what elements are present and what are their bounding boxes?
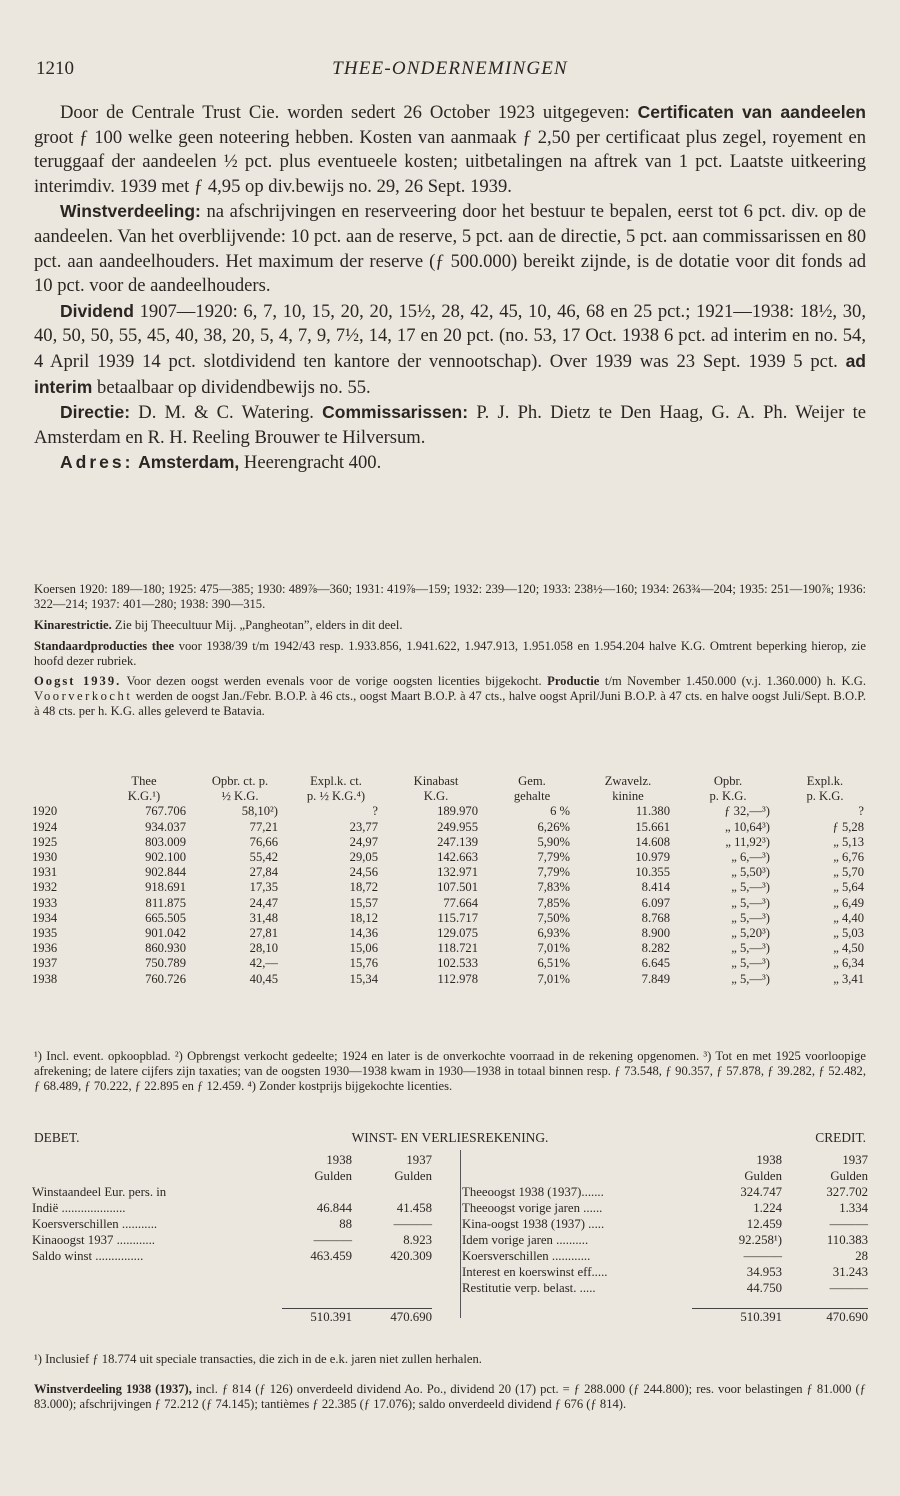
stat-cell: 811.875 <box>145 895 186 910</box>
stat-cell: ? <box>372 804 378 819</box>
stat-column-header: Opbr. ct. p. ½ K.G. <box>211 774 269 804</box>
stat-cell: „ 10,64³) <box>724 819 770 834</box>
total-value: 510.391 <box>282 1308 352 1325</box>
credit-value: 110.383 <box>826 1233 868 1247</box>
stat-cell: 112.978 <box>437 971 478 986</box>
stat-row <box>32 911 872 926</box>
unit-header: Gulden <box>744 1169 782 1183</box>
quotes-section <box>34 582 866 720</box>
account-cell <box>432 1200 462 1216</box>
stat-cell: 14,36 <box>349 926 378 941</box>
stat-cell: 6,26% <box>537 819 570 834</box>
debit-item: Kinaoogst 1937 ............ <box>32 1233 155 1247</box>
debit-value: 420.309 <box>390 1249 432 1263</box>
credit-heading: CREDIT. <box>815 1130 866 1145</box>
total-value: 510.391 <box>692 1308 782 1325</box>
stat-cell: 1937 <box>32 956 58 971</box>
standard-productions: Standaardproducties thee voor 1938/39 t/m 1942/43 resp. 1.933.856, 1.941.622, 1.947.913, 1.951.058 en 1.954.204 halve K.G. Omtrent beperking hierop, zie hoofd dezer rubriek. <box>34 638 866 668</box>
debit-value: ——— <box>393 1217 432 1231</box>
account-row <box>32 1216 868 1232</box>
stat-cell: „ 5,—³) <box>731 895 770 910</box>
stat-cell: 7,79% <box>537 865 570 880</box>
stat-cell: 7,83% <box>537 880 570 895</box>
debit-value: 46.844 <box>316 1201 352 1215</box>
account-row <box>32 1264 868 1280</box>
profit-distribution-label: Winstverdeeling: <box>60 201 201 222</box>
account-cell <box>462 1308 692 1325</box>
credit-value: 327.702 <box>826 1185 868 1199</box>
stat-cell: 132.971 <box>437 865 478 880</box>
stat-cell: 142.663 <box>437 850 478 865</box>
harvest-paragraph: Oogst 1939. Voor dezen oogst werden evenals voor de vorige oogsten licenties bijgekocht. Productie t/m November 1.450.000 (v.j. 1.360.000) h. K.G. Voorverkocht werden de oogst Jan./Febr. B.O.P. à 46 cts., oogst Maart B.O.P. à 47 cts., halve oogst April/Juni B.O.P. à 47 cts. en halve oogst Juli/Sept. B.O.P. à 48 cts. per h. K.G. alles geleverd te Batavia. <box>34 674 866 719</box>
stat-cell: „ 5,—³) <box>731 880 770 895</box>
stat-column-header: Thee K.G.¹) <box>127 774 161 804</box>
stat-cell: 15.661 <box>635 819 670 834</box>
unit-header: Gulden <box>830 1169 868 1183</box>
stat-cell: „ 4,50 <box>833 941 864 956</box>
stat-cell: „ 5,50³) <box>731 865 770 880</box>
quotes-text: Koersen 1920: 189—180; 1925: 475—385; 1930: 489⅞—360; 1931: 419⅞—159; 1932: 239—120; 1933: 238½—160; 1934: 263¾—204; 1935: 251—190⅞; 1936: 322—214; 1937: 401—280; 1938: 390—315. <box>34 582 866 612</box>
stat-cell: 7,50% <box>537 910 570 925</box>
stat-cell: 901.042 <box>145 926 186 941</box>
stat-cell: 1931 <box>32 865 58 880</box>
management-paragraph: Directie: D. M. & C. Watering. Commissarissen: P. J. Ph. Dietz te Den Haag, G. A. Ph. Weijer te Amsterdam en R. H. Reeling Brouwer te Hilversum. <box>34 402 866 448</box>
stat-cell: 7,79% <box>537 850 570 865</box>
account-cell <box>432 1308 462 1325</box>
account-cell <box>432 1280 462 1296</box>
account-cell <box>32 1296 282 1308</box>
credit-value: 1.334 <box>839 1201 868 1215</box>
stat-cell: 918.691 <box>145 880 186 895</box>
stat-cell: „ 5,—³) <box>731 971 770 986</box>
stat-row <box>32 896 872 911</box>
stat-cell: 10.355 <box>635 865 670 880</box>
stat-row <box>32 880 872 895</box>
stat-cell: 24,56 <box>349 865 378 880</box>
credit-value: ——— <box>829 1217 868 1231</box>
stat-cell: 23,77 <box>349 819 378 834</box>
stat-cell: 55,42 <box>249 850 278 865</box>
stat-cell: 10.979 <box>635 850 670 865</box>
debit-item: Saldo winst ............... <box>32 1249 144 1263</box>
stat-cell: 1935 <box>32 926 58 941</box>
account-cell <box>282 1280 352 1296</box>
kina-restriction: Kinarestrictie. Zie bij Theecultuur Mij. „Pangheotan”, elders in dit deel. <box>34 618 403 633</box>
year-header: 1937 <box>406 1153 432 1167</box>
stat-cell: 11.380 <box>635 804 670 819</box>
debit-value: 463.459 <box>310 1249 352 1263</box>
main-text <box>34 100 866 476</box>
account-cell <box>432 1184 462 1200</box>
stat-cell: „ 6,—³) <box>731 850 770 865</box>
stat-row <box>32 926 872 941</box>
stat-cell: 18,12 <box>349 910 378 925</box>
profit-loss-account <box>32 1152 868 1325</box>
stat-cell: 760.726 <box>145 971 186 986</box>
stat-cell: 77,21 <box>249 819 278 834</box>
account-cell <box>352 1264 432 1280</box>
account-cell <box>432 1216 462 1232</box>
stat-row <box>32 804 872 819</box>
debit-value: 88 <box>339 1217 352 1231</box>
account-cell <box>32 1152 282 1168</box>
credit-value: 12.459 <box>746 1217 782 1231</box>
profit-distribution-paragraph: Winstverdeeling: na afschrijvingen en reserveering door het bestuur te bepalen, eerst tot 6 pct. div. op de aandeelen. Van het overblijvende: 10 pct. aan de reserve, 5 pct. aan de directie, 5 pct. aan commissarissen en 80 pct. aan aandeelhouders. Het maximum der reserve (ƒ 500.000) bereikt zijnde, is de dotatie voor dit fonds ad 10 pct. voor de aandeelhouders. <box>34 201 866 297</box>
page-header <box>36 58 864 88</box>
stat-cell: 665.505 <box>145 910 186 925</box>
credit-item: Idem vorige jaren .......... <box>462 1233 589 1247</box>
stat-cell: 77.664 <box>443 895 478 910</box>
stat-column-header: Gem. gehalte <box>513 774 551 804</box>
stat-cell: 1934 <box>32 910 58 925</box>
credit-item: Theeoogst 1938 (1937)....... <box>462 1185 604 1199</box>
credit-value: 31.243 <box>832 1265 868 1279</box>
stat-cell: 6.097 <box>641 895 670 910</box>
stat-cell: 15,57 <box>349 895 378 910</box>
stat-cell: 31,48 <box>249 910 278 925</box>
stat-cell: 247.139 <box>437 834 478 849</box>
stat-cell: „ 11,92³) <box>725 834 770 849</box>
stat-cell: 8.768 <box>641 910 670 925</box>
stat-cell: 15,76 <box>349 956 378 971</box>
stat-cell: 7,01% <box>537 971 570 986</box>
stat-row <box>32 941 872 956</box>
stat-cell: 750.789 <box>145 956 186 971</box>
stat-cell: „ 5,—³) <box>731 956 770 971</box>
stat-row <box>32 835 872 850</box>
stat-cell: 24,97 <box>349 834 378 849</box>
credit-value: 28 <box>855 1249 868 1263</box>
commissioners-label: Commissarissen: <box>322 402 469 423</box>
account-row <box>32 1232 868 1248</box>
credit-value: ——— <box>743 1249 782 1263</box>
stat-cell: 6,93% <box>537 926 570 941</box>
debit-item: Indië .................... <box>32 1201 126 1215</box>
stat-column-header: Zwavelz. kinine <box>604 774 652 804</box>
stat-cell: 7.849 <box>641 971 670 986</box>
stat-cell: 40,45 <box>249 971 278 986</box>
account-row <box>32 1248 868 1264</box>
stat-cell: 6.645 <box>641 956 670 971</box>
stat-cell: 249.955 <box>437 819 478 834</box>
stat-cell: 14.608 <box>635 834 670 849</box>
debit-heading: DEBET. <box>34 1130 80 1145</box>
credit-value: ——— <box>829 1281 868 1295</box>
account-cell <box>282 1264 352 1280</box>
credit-value: 1.224 <box>753 1201 782 1215</box>
stat-row <box>32 820 872 835</box>
statistics-notes: ¹) Incl. event. opkoopblad. ²) Opbrengst verkocht gedeelte; 1924 en later is de onverkochte voorraad in de rekening opgenomen. ³) Tot en met 1925 voorloopige afrekening; de latere cijfers zijn taxaties; van de oogsten 1930—1938 kwam in 1930—1938 in totaal binnen resp. ƒ 73.548, ƒ 90.357, ƒ 57.878, ƒ 39.282, ƒ 52.482, ƒ 68.489, ƒ 70.222, ƒ 22.895 en ƒ 12.459. ⁴) Zonder kostprijs bijgekochte licenties. <box>34 1049 866 1094</box>
stat-cell: 24,47 <box>249 895 278 910</box>
account-footnote: ¹) Inclusief ƒ 18.774 uit speciale transacties, die zich in de e.k. jaren niet zullen herhalen. <box>34 1352 482 1366</box>
stat-column-header: Kinabast K.G. <box>413 774 459 804</box>
stat-cell: 18,72 <box>349 880 378 895</box>
stat-row <box>32 865 872 880</box>
credit-item: Koersverschillen ............ <box>462 1249 591 1263</box>
stat-column-header: Expl.k. ct. p. ½ K.G.⁴) <box>306 774 366 804</box>
stat-cell: 129.075 <box>437 926 478 941</box>
stat-cell: „ 5,20³) <box>731 926 770 941</box>
stat-cell: „ 5,64 <box>833 880 864 895</box>
account-cell <box>352 1280 432 1296</box>
statistics-table <box>32 774 872 987</box>
stat-cell: 15,06 <box>349 941 378 956</box>
stat-cell: 1932 <box>32 880 58 895</box>
stat-cell: „ 4,40 <box>833 910 864 925</box>
total-value: 470.690 <box>782 1308 868 1325</box>
stat-cell: 902.100 <box>145 850 186 865</box>
unit-header: Gulden <box>314 1169 352 1183</box>
stat-row <box>32 850 872 865</box>
debit-item: Winstaandeel Eur. pers. in <box>32 1185 167 1199</box>
stat-cell: 118.721 <box>437 941 478 956</box>
stat-cell: 934.037 <box>145 819 186 834</box>
stat-cell: ƒ 5,28 <box>832 819 864 834</box>
stat-cell: 1930 <box>32 850 58 865</box>
account-title: WINST- EN VERLIESREKENING. <box>351 1130 549 1145</box>
credit-value: 34.953 <box>746 1265 782 1279</box>
account-cell <box>432 1168 462 1184</box>
stat-cell: 1938 <box>32 971 58 986</box>
stat-cell: 1933 <box>32 895 58 910</box>
account-cell <box>32 1280 282 1296</box>
stat-cell: 107.501 <box>437 880 478 895</box>
account-cell <box>432 1248 462 1264</box>
stat-cell: 76,66 <box>249 834 278 849</box>
account-cell <box>32 1168 282 1184</box>
credit-value: 324.747 <box>740 1185 782 1199</box>
stat-cell: 767.706 <box>145 804 186 819</box>
account-row <box>32 1200 868 1216</box>
stat-column-header: Opbr. p. K.G. <box>709 774 747 804</box>
stat-cell: ? <box>858 804 864 819</box>
stat-cell: 115.717 <box>437 910 478 925</box>
stat-row <box>32 956 872 971</box>
stat-cell: 1925 <box>32 834 58 849</box>
stat-cell: 8.900 <box>641 926 670 941</box>
directie-label: Directie: <box>60 402 131 423</box>
stat-cell: „ 6,49 <box>833 895 864 910</box>
stat-cell: „ 5,—³) <box>731 941 770 956</box>
stat-cell: 189.970 <box>437 804 478 819</box>
account-row <box>32 1184 868 1200</box>
account-cell <box>432 1152 462 1168</box>
page-number: 1210 <box>36 58 74 79</box>
stat-cell: 6 % <box>550 804 570 819</box>
stat-cell: 27,81 <box>249 926 278 941</box>
stat-cell: 6,51% <box>537 956 570 971</box>
stat-cell: „ 5,—³) <box>731 910 770 925</box>
stat-cell: 8.282 <box>641 941 670 956</box>
stat-cell: 27,84 <box>249 865 278 880</box>
stat-cell: 28,10 <box>249 941 278 956</box>
stat-cell: 1924 <box>32 819 58 834</box>
certificates-label: Certificaten van aandeelen <box>637 102 866 122</box>
dividend-label: Dividend <box>60 300 134 321</box>
total-value: 470.690 <box>352 1308 432 1325</box>
address-paragraph: Adres: Amsterdam, Heerengracht 400. <box>60 452 382 474</box>
credit-item: Interest en koerswinst eff..... <box>462 1265 608 1279</box>
unit-header: Gulden <box>394 1169 432 1183</box>
stat-cell: „ 6,76 <box>833 850 864 865</box>
debit-value <box>352 1184 432 1200</box>
certificates-paragraph: Door de Centrale Trust Cie. worden sedert 26 October 1923 uitgegeven: Certificaten van aandeelen groot ƒ 100 welke geen noteering hebben. Kosten van aanmaak ƒ 2,50 per certificaat plus zegel, royement en teruggaaf der aandeelen ½ pct. plus eventueele kosten; uitbetalingen na aftrek van 1 pct. Laatste uitkeering interimdiv. 1939 met ƒ 4,95 op div.bewijs no. 29, 26 Sept. 1939. <box>34 102 866 197</box>
debit-value: ——— <box>313 1233 352 1247</box>
stat-column-header <box>32 774 94 804</box>
stat-cell: 7,85% <box>537 895 570 910</box>
stat-cell: 29,05 <box>349 850 378 865</box>
stat-cell: 102.533 <box>437 956 478 971</box>
stat-cell: 7,01% <box>537 941 570 956</box>
account-totals <box>32 1308 868 1325</box>
account-cell <box>462 1168 692 1184</box>
stat-column-header: Expl.k. p. K.G. <box>806 774 844 804</box>
stat-cell: 17,35 <box>249 880 278 895</box>
stat-cell: „ 5,70 <box>833 865 864 880</box>
address-label: Adres: <box>60 452 134 473</box>
credit-value: 92.258¹) <box>738 1233 782 1247</box>
credit-item: Kina-oogst 1938 (1937) ..... <box>462 1217 605 1231</box>
credit-item: Theeoogst vorige jaren ...... <box>462 1201 603 1215</box>
year-header: 1938 <box>326 1153 352 1167</box>
stat-cell: „ 5,13 <box>833 834 864 849</box>
debit-item: Koersverschillen ........... <box>32 1217 158 1231</box>
stat-cell: ƒ 32,—³) <box>724 804 770 819</box>
stat-cell: 803.009 <box>145 834 186 849</box>
account-cell <box>32 1308 282 1325</box>
stat-cell: 58,10²) <box>241 804 278 819</box>
credit-value: 44.750 <box>746 1281 782 1295</box>
debit-value <box>282 1184 352 1200</box>
stat-cell: 8.414 <box>641 880 670 895</box>
stat-cell: 42,— <box>249 956 278 971</box>
account-row <box>32 1280 868 1296</box>
debit-value: 8.923 <box>403 1233 432 1247</box>
year-header: 1937 <box>842 1153 868 1167</box>
account-cell <box>432 1232 462 1248</box>
stat-cell: 902.844 <box>145 865 186 880</box>
credit-item: Restitutie verp. belast. ..... <box>462 1281 596 1295</box>
stat-cell: „ 3,41 <box>833 971 864 986</box>
stat-cell: „ 6,34 <box>833 956 864 971</box>
stat-cell: „ 5,03 <box>833 926 864 941</box>
account-cell <box>32 1264 282 1280</box>
stat-cell: 1936 <box>32 941 58 956</box>
dividend-paragraph: Dividend 1907—1920: 6, 7, 10, 15, 20, 20, 15½, 28, 42, 45, 10, 46, 68 en 25 pct.; 1921—1938: 18½, 30, 40, 50, 50, 55, 45, 40, 38, 20, 5, 4, 7, 9, 7½, 14, 17 en 20 pct. (no. 53, 17 Oct. 1938 6 pct. ad interim en no. 54, 4 April 1939 14 pct. slotdividend ten kantore der vennootschap). Over 1939 was 23 Sept. 1939 5 pct. ad interim betaalbaar op dividendbewijs no. 55. <box>34 300 866 398</box>
account-cell <box>462 1152 692 1168</box>
stat-cell: 1920 <box>32 804 58 819</box>
year-header: 1938 <box>756 1153 782 1167</box>
stat-cell: 860.930 <box>145 941 186 956</box>
running-title: THEE-ONDERNEMINGEN <box>332 58 568 79</box>
account-cell <box>432 1264 462 1280</box>
stat-cell: 5,90% <box>537 834 570 849</box>
profit-distribution-1938: Winstverdeeling 1938 (1937), incl. ƒ 814 (ƒ 126) onverdeeld dividend Ao. Po., dividend 20 (17) pct. = ƒ 288.000 (ƒ 244.800); res. voor belastingen ƒ 81.000 (ƒ 83.000); afschrijvingen ƒ 72.212 (ƒ 74.145); tantièmes ƒ 22.385 (ƒ 17.076); saldo onverdeeld dividend ƒ 676 (ƒ 814). <box>34 1382 866 1412</box>
debit-value: 41.458 <box>396 1201 432 1215</box>
stat-cell: 15,34 <box>349 971 378 986</box>
stat-row <box>32 972 872 987</box>
